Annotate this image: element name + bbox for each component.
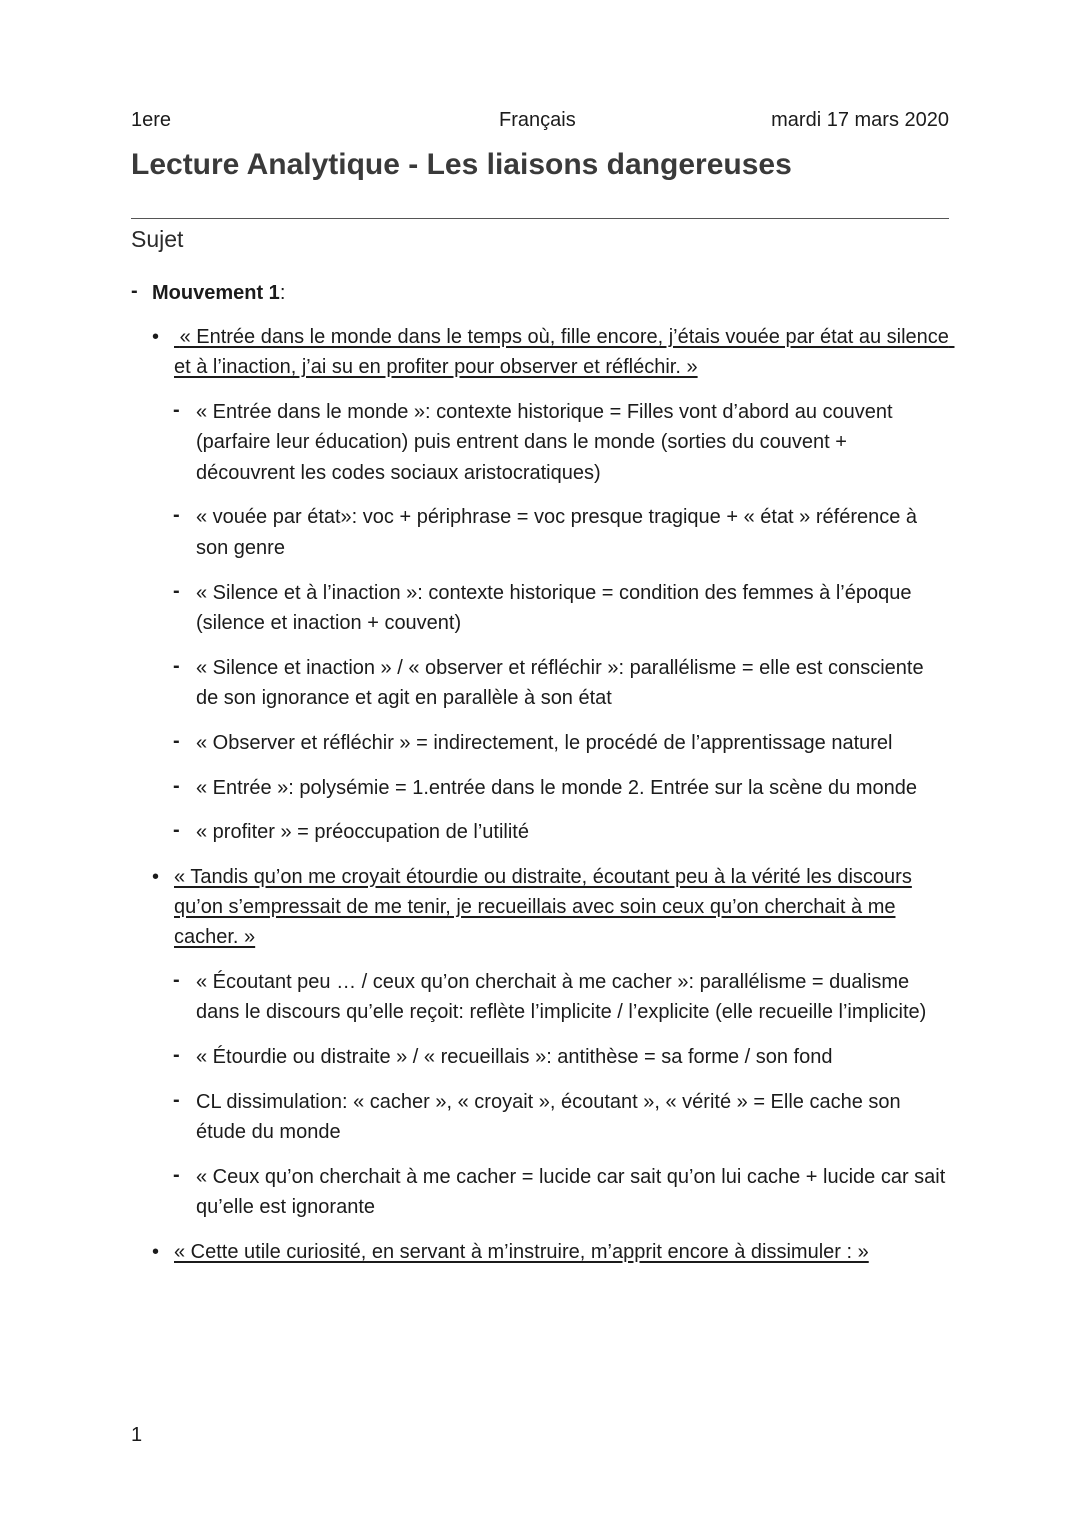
dash-marker: - <box>173 654 180 677</box>
movement-label: Mouvement 1 <box>152 282 280 304</box>
dash-marker: - <box>173 774 180 797</box>
page-header <box>131 109 949 135</box>
note-text: CL dissimulation: « cacher », « croyait », écoutant », « vérité » = Elle cache son étude du monde <box>196 1090 901 1144</box>
dash-marker: - <box>173 729 180 752</box>
title-divider <box>131 218 949 219</box>
note-text: « vouée par état»: voc + périphrase = voc presque tragique + « état » référence à son genre <box>196 506 918 559</box>
analysis-note <box>131 653 949 714</box>
movement-heading <box>131 278 949 308</box>
analysis-note <box>131 1087 949 1148</box>
note-text: « Ceux qu’on cherchait à me cacher = lucide car sait qu’on lui cache + lucide car sait qu’elle est ignorante <box>196 1166 946 1219</box>
analysis-note <box>131 1042 949 1072</box>
dash-marker: - <box>173 504 180 527</box>
page-number: 1 <box>131 1424 143 1446</box>
dash-marker: - <box>173 1088 180 1111</box>
note-text: « profiter » = préoccupation de l’utilité <box>196 821 529 844</box>
analysis-note <box>131 728 949 758</box>
bullet-marker: • <box>152 1240 160 1263</box>
movement-colon: : <box>279 282 286 304</box>
dash-marker: - <box>173 969 180 992</box>
note-text: « Observer et réfléchir » = indirectement, le procédé de l’apprentissage naturel <box>196 731 893 754</box>
date-label: mardi 17 mars 2020 <box>771 109 949 131</box>
note-text: « Silence et inaction » / « observer et réfléchir »: parallélisme = elle est consciente de son ignorance et agit en parallèle à son état <box>196 656 924 709</box>
dash-marker: - <box>173 1044 180 1067</box>
quote-text: « Entrée dans le monde dans le temps où, fille encore, j’étais vouée par état au silence et à l’inaction, j’ai su en profiter pour observer et réfléchir. » <box>174 326 955 379</box>
dash-marker: - <box>173 579 180 602</box>
dash-marker: - <box>173 819 180 842</box>
class-level: 1ere <box>131 109 172 131</box>
note-text: « Étourdie ou distraite » / « recueillais »: antithèse = sa forme / son fond <box>196 1046 833 1069</box>
notes-content <box>131 278 955 1267</box>
analysis-note <box>131 967 949 1028</box>
dash-marker: - <box>131 280 138 302</box>
analysis-note <box>131 1162 949 1223</box>
quote-item <box>131 322 955 383</box>
note-text: « Écoutant peu … / ceux qu’on cherchait à me cacher »: parallélisme = dualisme dans le discours qu’elle reçoit: reflète l’implicite / l’explicite (elle recueille l’implicite) <box>196 971 927 1024</box>
quote-item <box>131 1237 949 1267</box>
quote-text: « Tandis qu’on me croyait étourdie ou distraite, écoutant peu à la vérité les discours qu’on s’empressait de me tenir, je recueillais avec soin ceux qu’on cherchait à me cacher. » <box>174 865 912 949</box>
analysis-note <box>131 502 949 563</box>
dash-marker: - <box>173 1164 180 1187</box>
quote-text: « Cette utile curiosité, en servant à m’instruire, m’apprit encore à dissimuler : » <box>174 1240 869 1263</box>
bullet-marker: • <box>152 865 160 888</box>
analysis-note <box>131 397 949 488</box>
section-heading: Sujet <box>131 226 184 252</box>
quote-item <box>131 862 949 953</box>
analysis-note <box>131 773 949 803</box>
dash-marker: - <box>173 399 180 422</box>
analysis-note <box>131 578 949 639</box>
subject-label: Français <box>499 109 576 131</box>
note-text: « Entrée dans le monde »: contexte historique = Filles vont d’abord au couvent (parfaire leur éducation) puis entrent dans le monde (sorties du couvent + découvrent les codes sociaux aristocratiques) <box>196 401 893 484</box>
page-title: Lecture Analytique - Les liaisons dangereuses <box>131 148 792 181</box>
note-text: « Entrée »: polysémie = 1.entrée dans le monde 2. Entrée sur la scène du monde <box>196 776 917 799</box>
note-text: « Silence et à l’inaction »: contexte historique = condition des femmes à l’époque (silence et inaction + couvent) <box>196 581 912 634</box>
analysis-note <box>131 817 949 847</box>
bullet-marker: • <box>152 326 160 348</box>
